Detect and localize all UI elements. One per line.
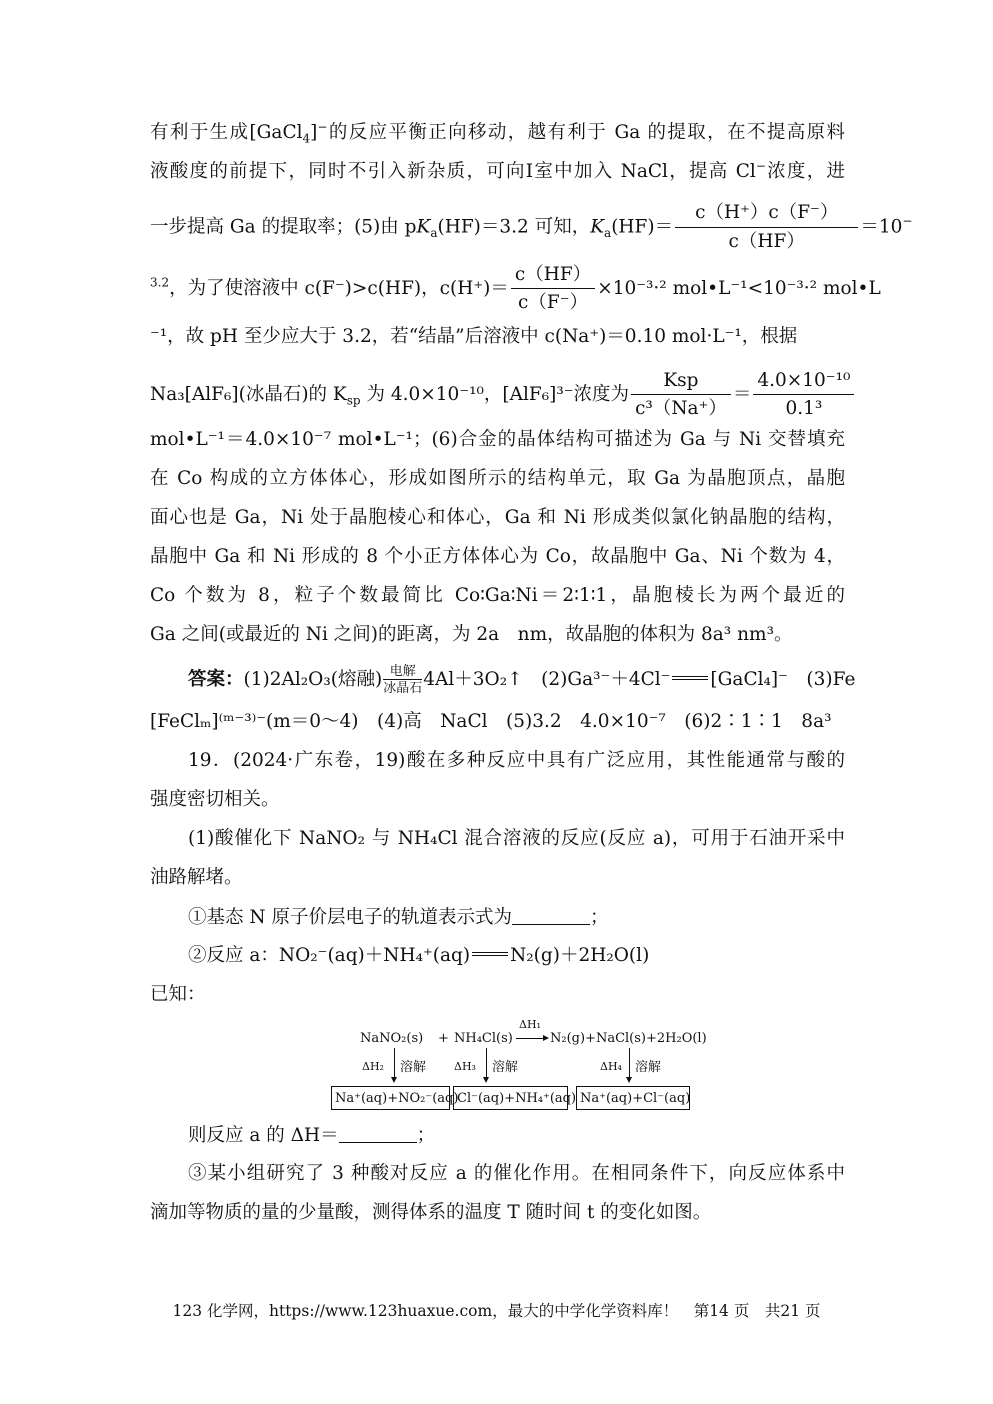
- question-line-3: (1)酸催化下 NaNO₂ 与 NH₄Cl 混合溶液的反应(反应 a)，可用于石油开采中: [188, 828, 845, 849]
- answer-blank[interactable]: [339, 1126, 417, 1143]
- box-cl-nh4: Cl⁻(aq)+NH₄⁺(aq): [453, 1086, 568, 1110]
- dh2-label: ΔH₂: [362, 1060, 384, 1073]
- text-line-10: 晶胞中 Ga 和 Ni 形成的 8 个小正方体体心为 Co，故晶胞中 Ga、Ni 个数为 4，: [150, 546, 845, 567]
- text-line-1: 有利于生成[GaCl$_4$]−的反应平衡正向移动，越有利于 Ga 的提取，在不提高原料: [150, 119, 845, 146]
- text-line-2: 液酸度的前提下，同时不引入新杂质，可向Ⅰ室中加入 NaCl，提高 Cl−浓度，进: [150, 158, 845, 182]
- text-line-7: mol•L⁻¹＝4.0×10⁻⁷ mol•L⁻¹；(6)合金的晶体结构可描述为 Ga 与 Ni 交替填充: [150, 429, 845, 450]
- products: N₂(g)+NaCl(s)+2H₂O(l): [550, 1031, 707, 1046]
- text-line-6: Na₃[AlF₆](冰晶石)的 $K_{sp}$ 为 4.0×10⁻¹⁰，[AlF₆]³⁻浓度为 $\frac{\text{Ksp}}{\text{c³（Na⁺）}}$ ＝ $\frac{\text{4.0×10⁻¹⁰}}{\text{0.1³}}$: [150, 370, 845, 420]
- fraction-h: $\frac{c(HF)}{c(F^-)}$: [511, 264, 595, 314]
- question-dh: 则反应 a 的 ΔH＝ ；: [188, 1125, 436, 1146]
- text-line-12: Ga 之间(或最近的 Ni 之间)的距离，为 2a nm，故晶胞的体积为 8a³ nm³。: [150, 624, 793, 645]
- electrolysis-arrow: 电解 冰晶石: [383, 664, 423, 696]
- down-arrow-icon: [394, 1048, 395, 1078]
- page-footer: 123 化学网，https://www.123huaxue.com，最大的中学化学资料库！ 第14 页 共21 页: [172, 1302, 821, 1320]
- dh1-label: ΔH₁: [519, 1018, 541, 1031]
- dissolve-label: 溶解: [492, 1060, 519, 1075]
- question-line-2: 强度密切相关。: [150, 789, 280, 810]
- fraction-value: $\frac{\text{4.0×10⁻¹⁰}}{\text{0.1³}}$: [753, 370, 854, 420]
- question-line-4: 油路解堵。: [150, 867, 243, 888]
- box-na-cl: Na⁺(aq)+Cl⁻(aq): [576, 1086, 690, 1110]
- text-line-4: $^{3.2}$，为了使溶液中 c(F⁻)>c(HF)，c(H⁺)＝ $\frac{c(HF)}{c(F^-)}$ ×10⁻³·² mol•L⁻¹<10⁻³·² mol•L: [150, 264, 881, 314]
- text-line-11: Co 个数为 8，粒子个数最简比 Co∶Ga∶Ni＝2∶1∶1，晶胞棱长为两个最近的: [150, 585, 845, 606]
- fraction-ka: $\frac{c(H^+)c(F^-)}{c(HF)}$: [675, 202, 858, 253]
- dissolve-label: 溶解: [635, 1060, 662, 1075]
- dh3-label: ΔH₃: [454, 1060, 476, 1073]
- equals-sign: [672, 676, 708, 680]
- plus-sign: +: [438, 1031, 449, 1046]
- dh4-label: ΔH₄: [600, 1060, 622, 1073]
- question-19-stem: 19．(2024·广东卷，19)酸在多种反应中具有广泛应用，其性能通常与酸的: [188, 750, 845, 771]
- down-arrow-icon: [629, 1048, 630, 1078]
- text-line-8: 在 Co 构成的立方体体心，形成如图所示的结构单元，取 Ga 为晶胞顶点，晶胞: [150, 468, 845, 489]
- reactant-nh4cl: NH₄Cl(s): [454, 1031, 513, 1046]
- question-line-7: 已知：: [150, 984, 206, 1005]
- text-line-9: 面心也是 Ga，Ni 处于晶胞棱心和体心，Ga 和 Ni 形成类似氯化钠晶胞的结构，: [150, 507, 845, 528]
- text-line-5: ⁻¹，故 pH 至少应大于 3.2，若“结晶”后溶液中 c(Na⁺)＝0.10 mol·L⁻¹，根据: [150, 326, 798, 347]
- dissolve-label: 溶解: [400, 1060, 427, 1075]
- enthalpy-diagram: [330, 1018, 710, 1114]
- question-line-10: 滴加等物质的量的少量酸，测得体系的温度 T 随时间 t 的变化如图。: [150, 1202, 712, 1223]
- text-line-3: 一步提高 Ga 的提取率；(5)由 $pK_a(HF)=3.2$ 可知，$K_a(HF)=$ $\frac{c(H^+)c(F^-)}{c(HF)}$ ＝10−: [150, 202, 913, 253]
- question-part-3: ③某小组研究了 3 种酸对反应 a 的催化作用。在相同条件下，向反应体系中: [188, 1163, 845, 1184]
- answer-blank[interactable]: [512, 908, 590, 925]
- equals-sign: [472, 952, 508, 956]
- question-part-1: ①基态 N 原子价层电子的轨道表示式为 ；: [188, 907, 609, 928]
- box-na-no2: Na⁺(aq)+NO₂⁻(aq): [331, 1086, 450, 1110]
- reaction-arrow-icon: [516, 1038, 544, 1039]
- fraction-ksp: $\frac{\text{Ksp}}{\text{c³（Na⁺）}}$: [631, 370, 731, 420]
- question-part-2: ②反应 a：NO₂⁻(aq)＋NH₄⁺(aq) N₂(g)＋2H₂O(l): [188, 945, 650, 966]
- down-arrow-icon: [486, 1048, 487, 1078]
- reactant-nano2: NaNO₂(s): [360, 1031, 424, 1046]
- answer-line-1: 答案：(1)2Al₂O₃(熔融) 电解 冰晶石 4Al＋3O₂↑ (2)Ga³⁻＋4Cl⁻ [GaCl₄]⁻ (3)Fe: [188, 664, 856, 696]
- answer-line-2: [FeClₘ]⁽ᵐ⁻³⁾⁻(m＝0～4) (4)高 NaCl (5)3.2 4.0×10⁻⁷ (6)2∶1∶1 8a³: [150, 711, 832, 732]
